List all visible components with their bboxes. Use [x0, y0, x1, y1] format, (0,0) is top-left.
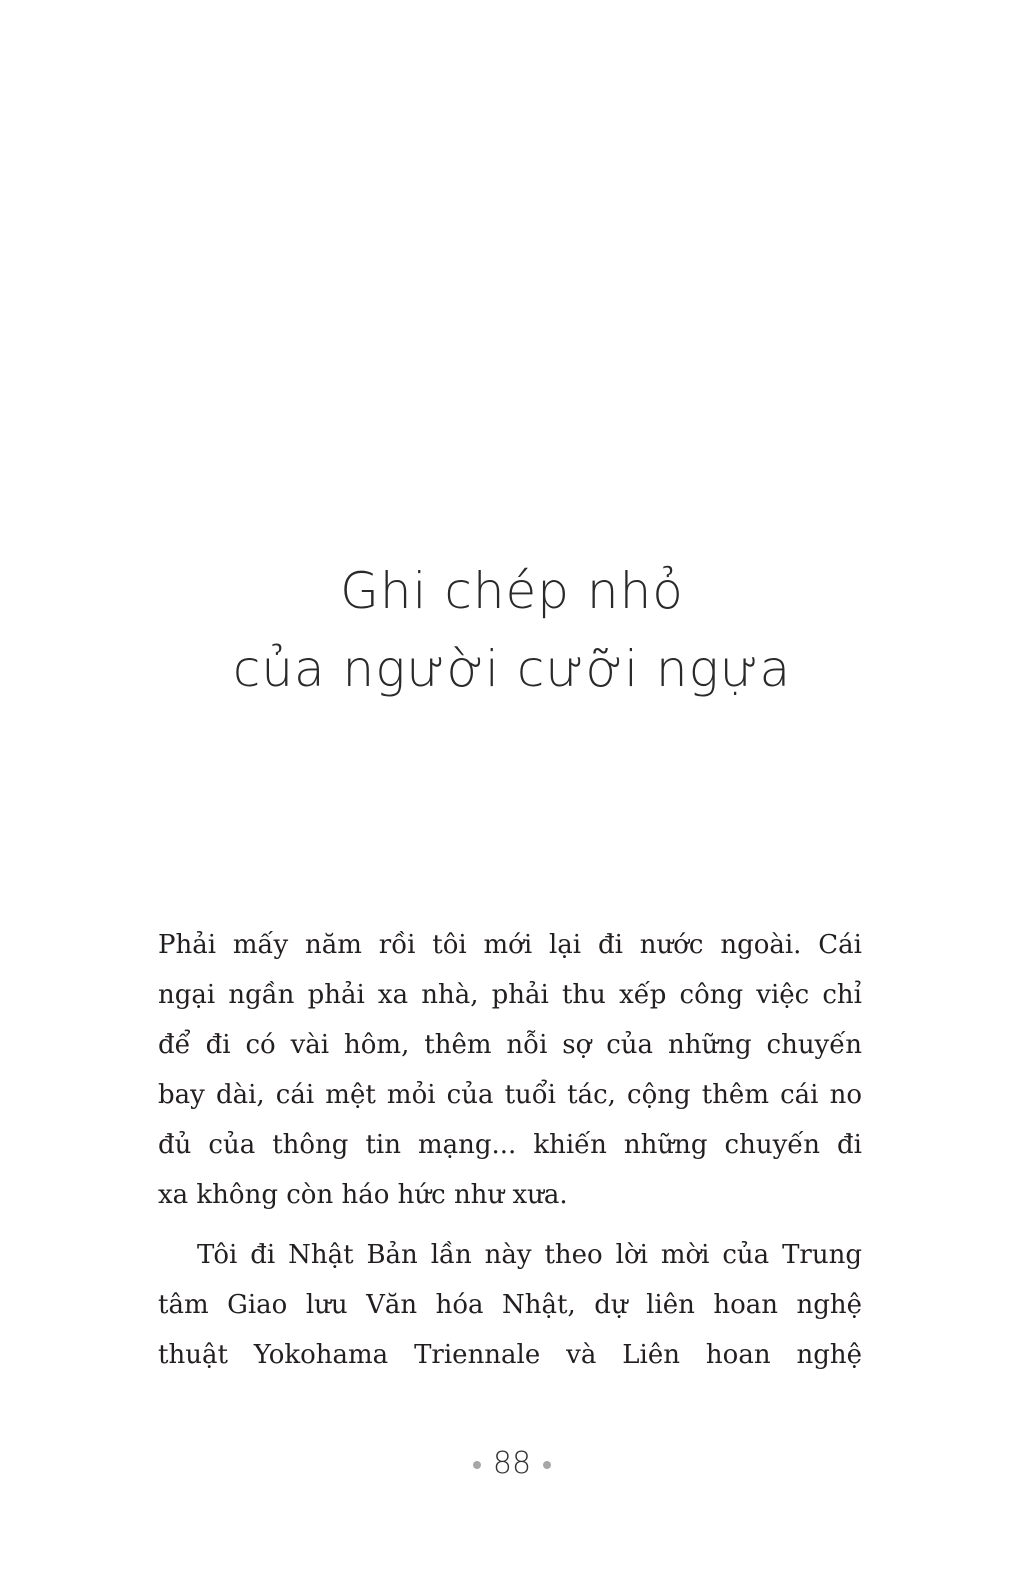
text-line: ngại ngần phải xa nhà, phải thu xếp công việc chỉ: [158, 980, 862, 1010]
text-line: bay dài, cái mệt mỏi của tuổi tác, cộng thêm cái no: [158, 1080, 862, 1110]
text-line: thuật Yokohama Triennale và Liên hoan nghệ: [158, 1340, 862, 1370]
text-line: Tôi đi Nhật Bản lần này theo lời mời của Trung: [197, 1240, 862, 1270]
text-line: để đi có vài hôm, thêm nỗi sợ của những chuyến: [158, 1030, 862, 1060]
text-line: xa không còn háo hức như xưa.: [158, 1180, 568, 1210]
text-line: tâm Giao lưu Văn hóa Nhật, dự liên hoan nghệ: [158, 1290, 862, 1320]
chapter-title-line-1: Ghi chép nhỏ: [340, 562, 684, 620]
dot-ornament-icon: [473, 1461, 481, 1469]
page-number: 88: [492, 1446, 532, 1481]
dot-ornament-icon: [543, 1461, 551, 1469]
chapter-title-line-2: của người cưỡi ngựa: [232, 640, 792, 698]
page-footer: [0, 1446, 1024, 1481]
text-line: đủ của thông tin mạng... khiến những chuyến đi: [158, 1130, 862, 1160]
text-line: Phải mấy năm rồi tôi mới lại đi nước ngoài. Cái: [158, 930, 862, 960]
